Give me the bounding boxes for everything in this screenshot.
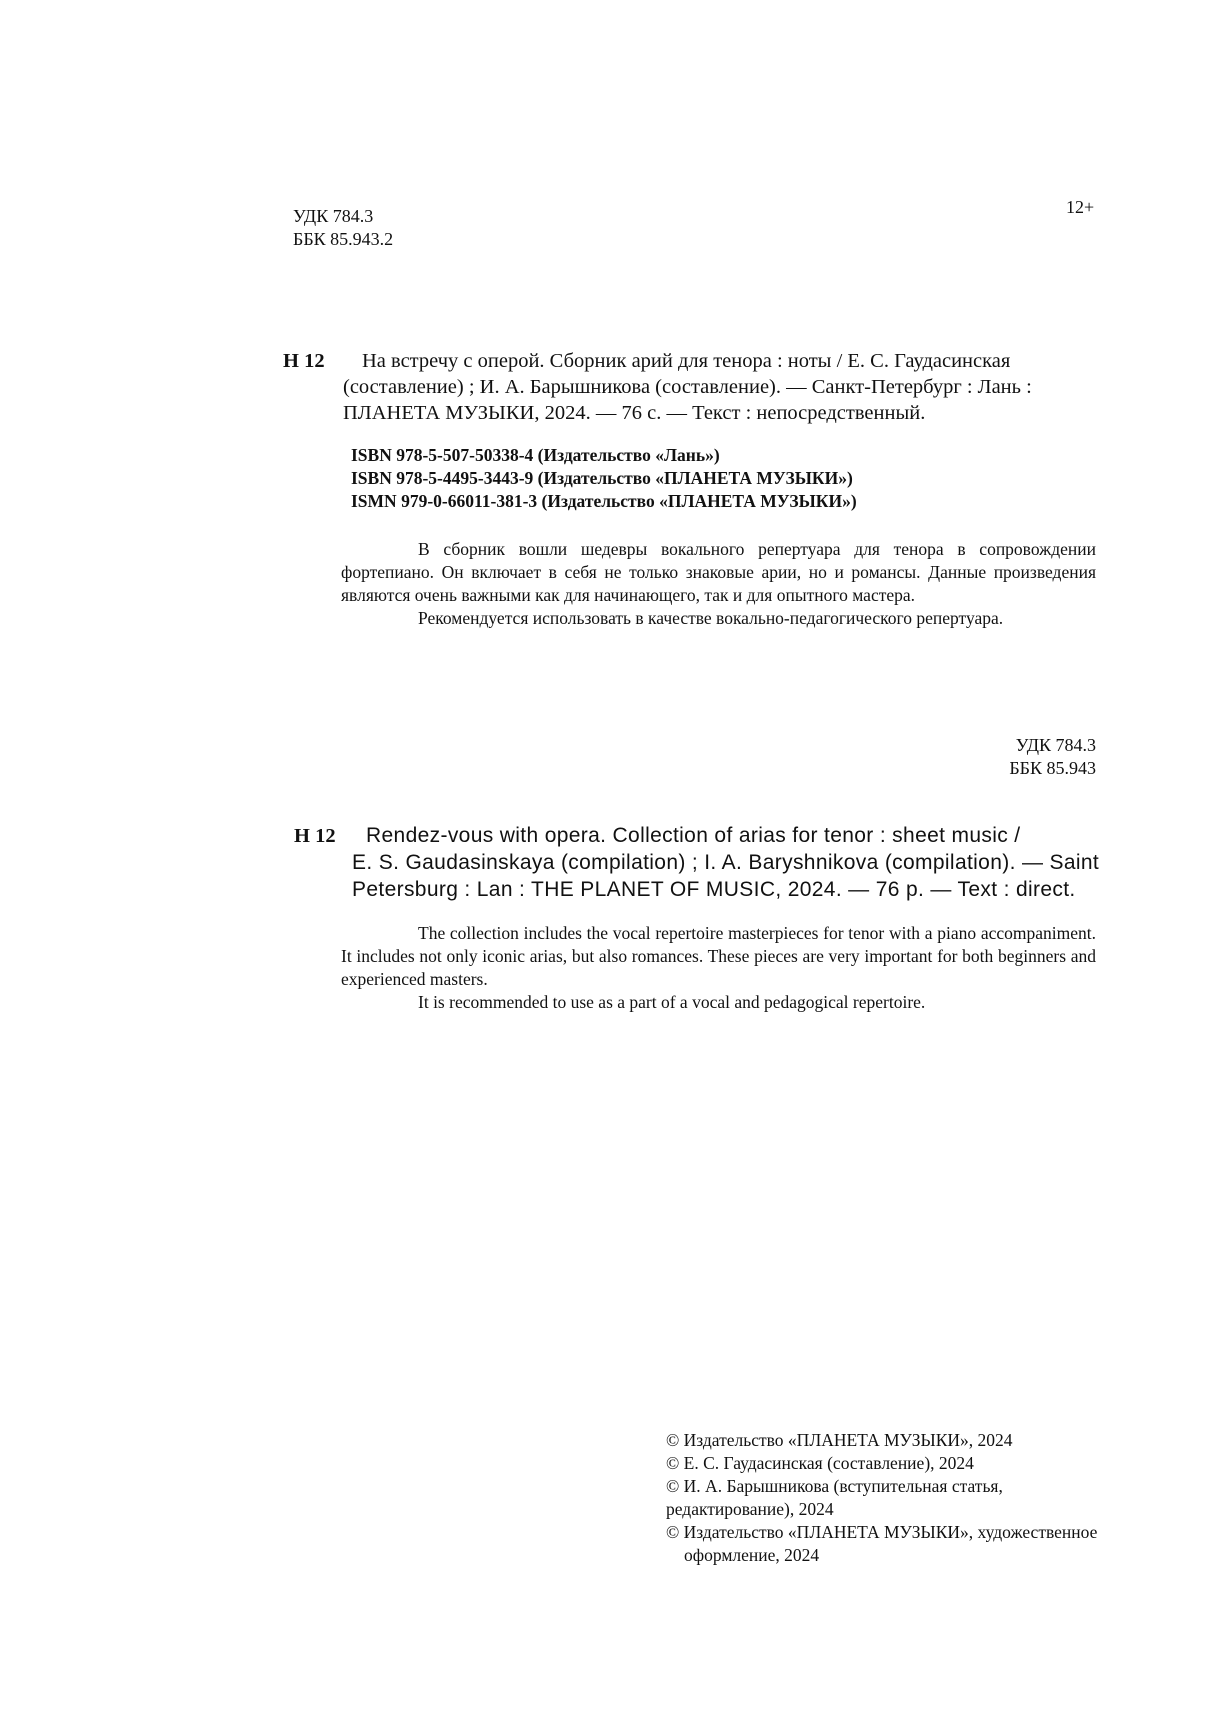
- udk-code-ru: УДК 784.3: [293, 206, 374, 226]
- copyright-line-4: редактирование), 2024: [666, 1499, 834, 1519]
- bbk-code-en: ББК 85.943: [1009, 758, 1096, 778]
- entry-line-ru-2: (составление) ; И. А. Барышникова (составление). — Санкт-Петербург : Лань :: [343, 376, 1032, 398]
- recommendation-en: It is recommended to use as a part of a vocal and pedagogical repertoire.: [418, 992, 926, 1012]
- ismn-planet: ISMN 979-0-66011-381-3 (Издательство «ПЛАНЕТА МУЗЫКИ»): [351, 491, 857, 511]
- entry-line-ru-1: На встречу с оперой. Сборник арий для тенора : ноты / Е. С. Гаудасинская: [362, 350, 1011, 372]
- copyright-line-2: © Е. С. Гаудасинская (составление), 2024: [666, 1453, 974, 1473]
- entry-line-ru-3: ПЛАНЕТА МУЗЫКИ, 2024. — 76 с. — Текст : непосредственный.: [343, 402, 926, 424]
- bbk-code-ru: ББК 85.943.2: [293, 229, 394, 249]
- copyright-line-3: © И. А. Барышникова (вступительная статья,: [666, 1476, 1003, 1496]
- udk-code-en: УДК 784.3: [1015, 735, 1096, 755]
- abstract-en: The collection includes the vocal repertoire masterpieces for tenor with a piano accompaniment. It includes not only iconic arias, but also romances. These pieces are very important for both beginners and experienced masters.: [341, 923, 1096, 989]
- recommendation-ru: Рекомендуется использовать в качестве вокально-педагогического репертуара.: [418, 608, 1004, 628]
- isbn-planet: ISBN 978-5-4495-3443-9 (Издательство «ПЛАНЕТА МУЗЫКИ»): [351, 468, 853, 488]
- copyright-line-6: оформление, 2024: [684, 1545, 820, 1565]
- author-sign-en: Н 12: [294, 825, 336, 847]
- entry-line-en-3: Petersburg : Lan : THE PLANET OF MUSIC, 2024. — 76 p. — Text : direct.: [352, 878, 1076, 901]
- copyright-line-1: © Издательство «ПЛАНЕТА МУЗЫКИ», 2024: [666, 1430, 1013, 1450]
- author-sign-ru: Н 12: [283, 350, 325, 372]
- entry-line-en-2: E. S. Gaudasinskaya (compilation) ; I. A. Baryshnikova (compilation). — Saint: [352, 851, 1100, 874]
- abstract-ru: В сборник вошли шедевры вокального репертуара для тенора в сопровождении фортепиано. Он включает в себя не только знаковые арии, но и романсы. Данные произведения являются очень важными как для начинающего, так и для опытного мастера.: [341, 539, 1096, 605]
- age-rating: 12+: [1066, 197, 1095, 217]
- isbn-lan: ISBN 978-5-507-50338-4 (Издательство «Лань»): [351, 445, 720, 465]
- copyright-line-5: © Издательство «ПЛАНЕТА МУЗЫКИ», художественное: [666, 1522, 1098, 1542]
- entry-line-en-1: Rendez-vous with opera. Collection of arias for tenor : sheet music /: [366, 824, 1021, 847]
